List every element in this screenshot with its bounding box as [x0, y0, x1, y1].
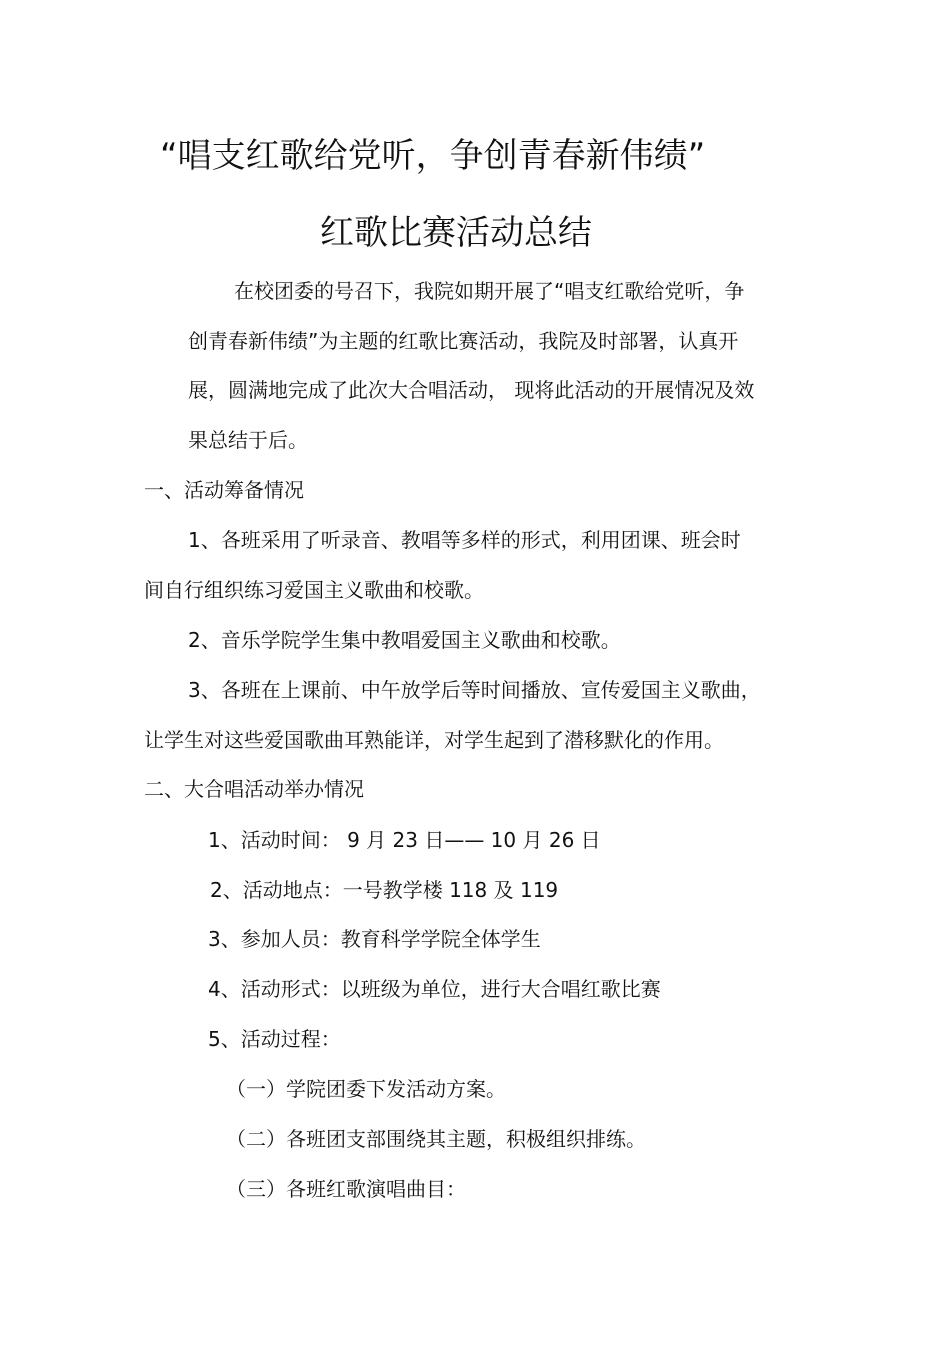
section-2-item-2: 2、活动地点：一号教学楼 118 及 119	[210, 878, 559, 902]
intro-line-2: 创青春新伟绩”为主题的红歌比赛活动，我院及时部署，认真开	[188, 329, 739, 353]
section-2-item-3: 3、参加人员：教育科学学院全体学生	[208, 927, 541, 951]
intro-line-4: 果总结于后。	[188, 428, 308, 452]
section-1-line-4: 3、各班在上课前、中午放学后等时间播放、宣传爱国主义歌曲，	[188, 678, 761, 702]
section-2-item-1: 1、活动时间： 9 月 23 日—— 10 月 26 日	[208, 828, 601, 852]
intro-line-1: 在校团委的号召下，我院如期开展了“唱支红歌给党听，争	[234, 279, 745, 303]
section-1-line-2: 间自行组织练习爱国主义歌曲和校歌。	[144, 578, 484, 602]
process-step-2: （二）各班团支部围绕其主题，积极组织排练。	[226, 1127, 646, 1151]
section-1-line-1: 1、各班采用了听录音、教唱等多样的形式，利用团课、班会时	[188, 528, 741, 552]
process-step-3: （三）各班红歌演唱曲目：	[226, 1177, 466, 1201]
section-1-heading: 一、活动筹备情况	[144, 478, 304, 502]
section-2-item-5: 5、活动过程：	[208, 1027, 341, 1051]
title-line-1: “唱支红歌给党听，争创青春新伟绩”	[160, 136, 706, 176]
section-1-line-3: 2、音乐学院学生集中教唱爱国主义歌曲和校歌。	[188, 628, 621, 652]
section-1-line-5: 让学生对这些爱国歌曲耳熟能详，对学生起到了潜移默化的作用。	[144, 728, 724, 752]
section-2-heading: 二、大合唱活动举办情况	[144, 777, 364, 801]
title-line-2: 红歌比赛活动总结	[320, 213, 592, 253]
process-step-1: （一）学院团委下发活动方案。	[226, 1077, 506, 1101]
intro-line-3: 展，圆满地完成了此次大合唱活动， 现将此活动的开展情况及效	[188, 378, 755, 402]
section-2-item-4: 4、活动形式：以班级为单位，进行大合唱红歌比赛	[208, 977, 661, 1001]
